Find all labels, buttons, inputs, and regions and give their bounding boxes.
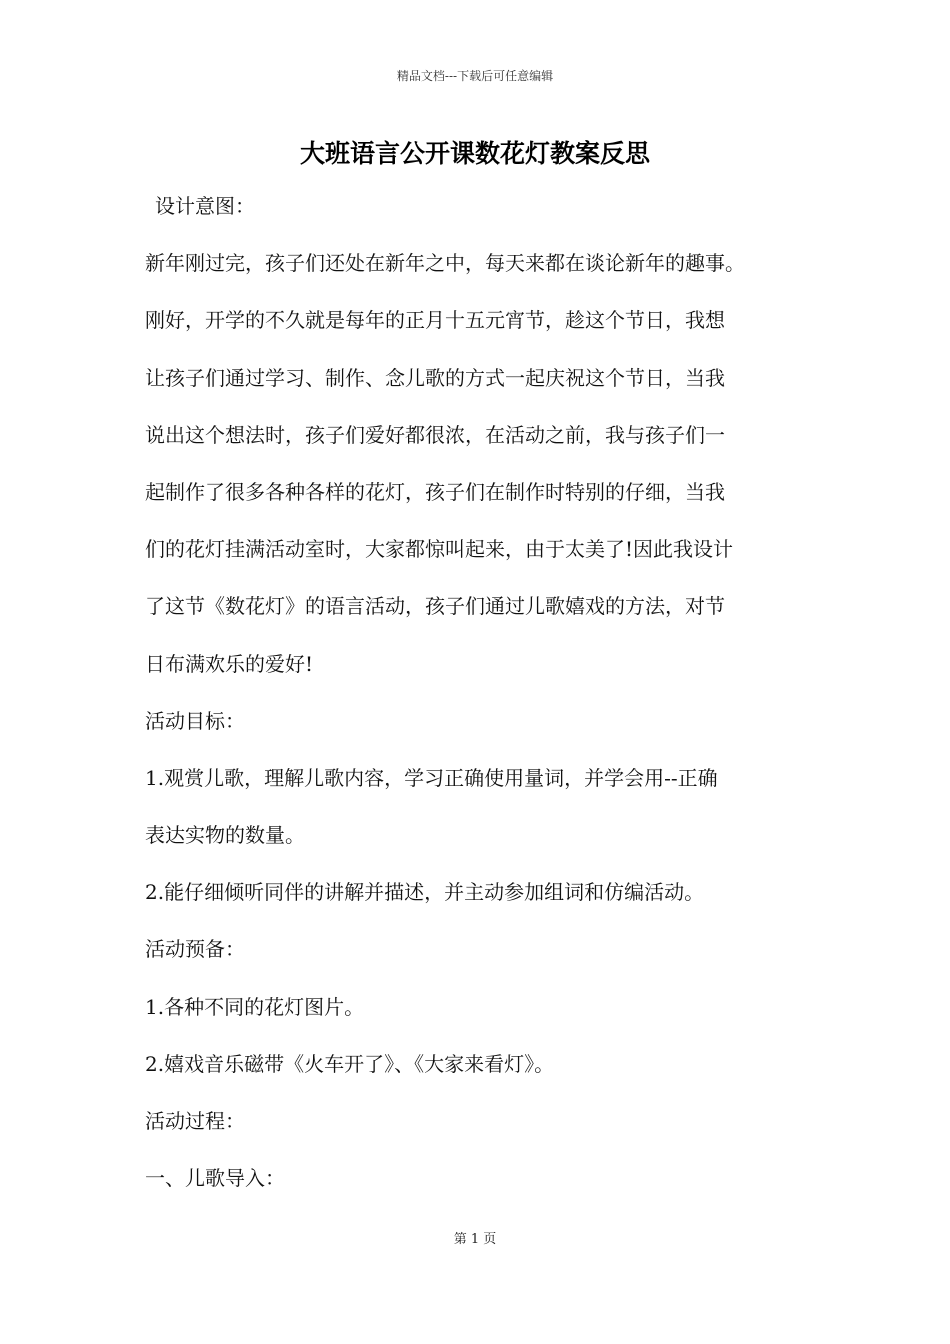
- list-item: 1.观赏儿歌，理解儿歌内容，学习正确使用量词，并学会用--正确: [145, 765, 718, 790]
- section-heading-design-intent: 设计意图：: [155, 194, 255, 218]
- paragraph-line: 了这节《数花灯》的语言活动，孩子们通过儿歌嬉戏的方法，对节: [145, 594, 725, 619]
- section-heading-process: 活动过程：: [145, 1109, 245, 1133]
- list-item: 1.各种不同的花灯图片。: [145, 994, 365, 1019]
- paragraph-line: 们的花灯挂满活动室时，大家都惊叫起来，由于太美了!因此我设计: [145, 537, 734, 562]
- list-item: 2.嬉戏音乐磁带《火车开了》、《大家来看灯》。: [145, 1051, 555, 1076]
- section-heading-preparation: 活动预备：: [145, 937, 245, 962]
- list-item-continuation: 表达实物的数量。: [145, 823, 305, 848]
- paragraph-line: 起制作了很多各种各样的花灯，孩子们在制作时特别的仔细，当我: [145, 479, 725, 504]
- document-body: [145, 178, 817, 1207]
- paragraph-line: 日布满欢乐的爱好!: [145, 651, 314, 676]
- paragraph-line: 让孩子们通过学习、制作、念儿歌的方式一起庆祝这个节日，当我: [145, 365, 725, 390]
- paragraph-line: 说出这个想法时，孩子们爱好都很浓，在活动之前，我与孩子们一: [145, 422, 725, 447]
- page-number: 第 1 页: [453, 1232, 497, 1247]
- paragraph-line: 新年刚过完，孩子们还处在新年之中，每天来都在谈论新年的趣事。: [145, 251, 745, 276]
- section-heading-goals: 活动目标：: [145, 708, 245, 733]
- list-item: 2.能仔细倾听同伴的讲解并描述，并主动参加组词和仿编活动。: [145, 880, 705, 905]
- paragraph-line: 刚好，开学的不久就是每年的正月十五元宵节，趁这个节日，我想: [145, 308, 725, 333]
- page-header: 精品文档---下载后可任意编辑: [396, 69, 554, 83]
- subsection-heading: 一、儿歌导入：: [145, 1166, 285, 1191]
- document-title: 大班语言公开课数花灯教案反思: [299, 139, 650, 168]
